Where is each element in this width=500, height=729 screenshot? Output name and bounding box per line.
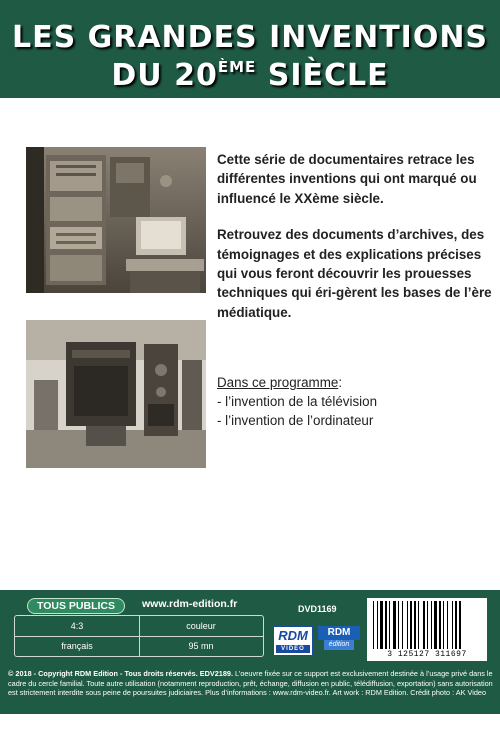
- barcode-bar: [439, 601, 441, 649]
- barcode: [367, 598, 487, 661]
- computer-room-photo: [26, 147, 206, 293]
- description-paragraph-1: Cette série de documentaires retrace les différentes inventions qui ont marqué ou influencé le XXème siècle.: [217, 152, 477, 206]
- barcode-bar: [455, 601, 457, 649]
- barcode-bar: [418, 601, 419, 649]
- title-line-2-prefix: DU 20: [111, 58, 218, 93]
- barcode-bar: [385, 601, 387, 649]
- title-line-2-suffix: SIÈCLE: [256, 58, 389, 93]
- barcode-bar: [373, 601, 374, 649]
- barcode-bar: [398, 601, 399, 649]
- footer-banner: [0, 590, 500, 714]
- program-item: - l’invention de l’ordinateur: [217, 413, 374, 428]
- title-line-1: LES GRANDES INVENTIONS: [11, 20, 489, 55]
- barcode-bar: [393, 601, 396, 649]
- barcode-bar: [402, 601, 403, 649]
- barcode-bar: [423, 601, 425, 649]
- barcode-number: 3 125127 311697: [387, 650, 467, 659]
- spec-language: français: [61, 641, 93, 651]
- program-heading-colon: :: [338, 375, 343, 390]
- barcode-bar: [377, 601, 378, 649]
- program-list: [217, 373, 493, 430]
- product-reference: DVD1169: [298, 604, 337, 614]
- program-heading-line: [217, 373, 493, 392]
- legal-notice: [8, 669, 494, 698]
- barcode-bar: [452, 601, 453, 649]
- spec-format: 4:3: [70, 621, 84, 631]
- barcode-bar: [410, 601, 412, 649]
- program-item: - l’invention de la télévision: [217, 394, 378, 409]
- program-heading: Dans ce programme: [217, 375, 339, 390]
- barcode-bar: [434, 601, 437, 649]
- barcode-bar: [414, 601, 416, 649]
- rdm-video-logo: RDM VIDEO: [273, 626, 313, 656]
- barcode-bar: [427, 601, 428, 649]
- barcode-bar: [380, 601, 383, 649]
- legal-text: L’oeuvre fixée sur ce support est exclusivement destinée à l’usage privé dans le cadre du cercle familial. Toute autre utilisation (notamment reproduction, prêt, échange, diffusion en public, télédiffusion, exportation) sans autorisation est strictement interdite sous peine de poursuites judiciaires. Plus d’informations : www.rdm-video.fr. Art work : RDM Edition. Crédit photo : AK Video: [8, 669, 493, 698]
- audience-badge: TOUS PUBLICS: [27, 598, 125, 614]
- title-line-2-superscript: ÈME: [217, 58, 257, 76]
- barcode-bar: [447, 601, 448, 649]
- barcode-bar: [459, 601, 461, 649]
- header-banner: [0, 0, 500, 98]
- legal-copyright: © 2018 - Copyright RDM Edition - Tous droits réservés. EDV2189.: [8, 669, 234, 678]
- barcode-bar: [407, 601, 408, 649]
- description: [217, 150, 493, 339]
- website-link[interactable]: www.rdm-edition.fr: [142, 598, 238, 610]
- barcode-bar: [389, 601, 390, 649]
- barcode-bar: [431, 601, 432, 649]
- specs-divider: [15, 636, 263, 637]
- specs-table: [14, 615, 264, 657]
- title-line-2: [0, 58, 500, 93]
- barcode-bars: [373, 601, 481, 649]
- spec-duration: 95 mn: [188, 641, 214, 651]
- spec-color: couleur: [186, 621, 216, 631]
- rdm-edition-logo: RDM édition: [318, 626, 360, 654]
- description-paragraph-2: Retrouvez des documents d’archives, des témoignages et des explications précises qui vous feront découvrir les prouesses techniques qui éri-gèrent les bases de l’ère médiatique.: [217, 227, 492, 320]
- barcode-bar: [443, 601, 444, 649]
- television-machine-photo: [26, 320, 206, 468]
